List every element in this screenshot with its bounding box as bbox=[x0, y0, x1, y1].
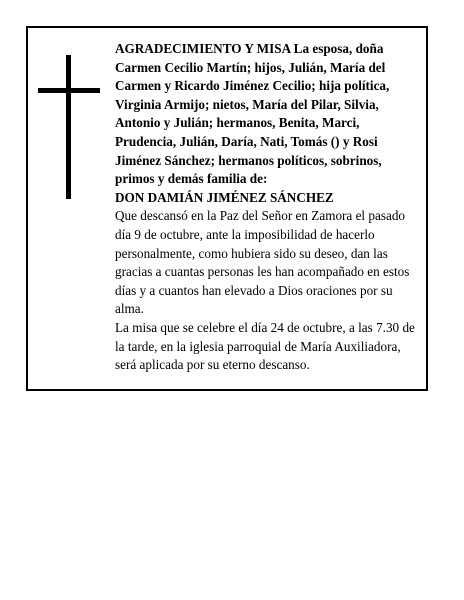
notice-heading: AGRADECIMIENTO Y MISA La esposa, doña Carmen Cecilio Martín; hijos, Julián, María del Carmen y Ricardo Jiménez Cecilio; hija política, Virginia Armijo; nietos, María del Pilar, Silvia, Antonio y Julián; hermanos, Benita, Marci, Prudencia, Julián, Daría, Nati, Tomás () y Rosi Jiménez Sánchez; hermanos políticos, sobrinos, primos y demás familia de: bbox=[115, 41, 390, 187]
deceased-name: DON DAMIÁN JIMÉNEZ SÁNCHEZ bbox=[115, 189, 334, 205]
mass-paragraph: La misa que se celebre el día 24 de octubre, a las 7.30 de la tarde, en la iglesia parroquial de María Auxiliadora, será aplicada por su eterno descanso. bbox=[115, 319, 415, 373]
notice-text bbox=[115, 40, 415, 375]
thanks-paragraph: Que descansó en la Paz del Señor en Zamora el pasado día 9 de octubre, ante la imposibilidad de hacerlo personalmente, como hubiera sido su deseo, dan las gracias a cuantas personas les han acompañado en estos días y a cuantos han elevado a Dios oraciones por su alma. bbox=[115, 208, 410, 317]
obituary-notice bbox=[26, 26, 428, 391]
cross-icon bbox=[38, 55, 100, 199]
cross-vertical-bar bbox=[66, 55, 71, 199]
cross-horizontal-bar bbox=[38, 88, 100, 93]
